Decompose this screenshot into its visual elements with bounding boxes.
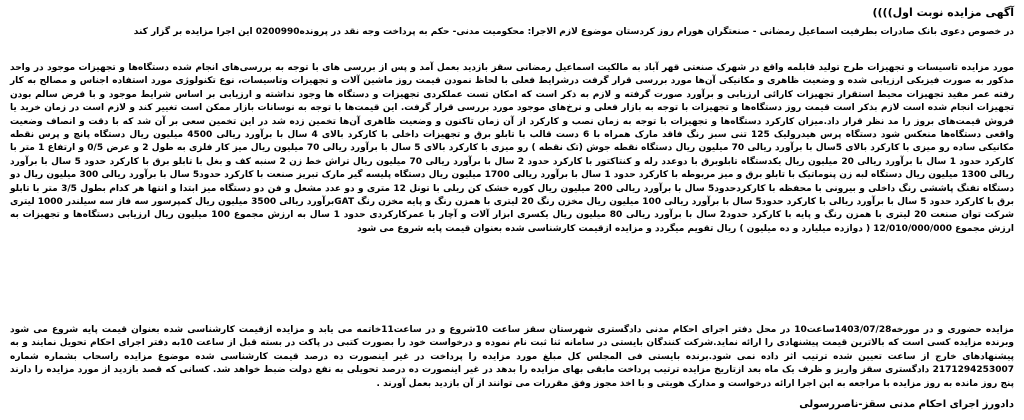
notice-intro: در خصوص دعوی بانک صادرات بطرفیت اسماعیل رمضانی - صنعتگران هورام روز کردستان موضوع لازم الاجرا: محکومیت مدنی- حکم به پرداخت وجه نقد در پرونده0200990 این اجرا مزایده بر گزار کند (133, 27, 1014, 37)
notice-terms: مزایده حضوری و در مورخه1403/07/28ساعت10 در محل دفتر اجرای احکام مدنی دادگستری شهرستان سقز ساعت 10شروع و در ساعت11خاتمه می یابد و مزایده ازقیمت کارشناسی شده بعنوان قیمت پایه شروع می شود وبرنده مزایده کسی است که بالاترین قیمت پیشنهادی را ارائه نماید.شرکت کنندگان بایستی در سامانه ثنا ثبت نام نموده و درخواست خود را بصورت کتبی در پاکت در بسته قبل از ساعت 10به دفتر اجرای احکام تحویل نمایند و به پیشنهادهای خارج از ساعت تعیین شده ترتیب اثر داده نمی شود.برنده بایستی فی المجلس کل مبلغ مورد مزایده را پرداخت در غیر اینصورت ده درصد قیمت کارشناسی شده موضوع مزایده راسحاب بشماره شماره 2171294253007 دادگستری سقز واریز و ظرف یک ماه بعد ازتاریخ مزایده ترتیب پرداخت مابقی بهای مزایده را بدهد در غیر اینصورت ده درصد تحویلی به نفع دولت ضبط خواهد شد. کسانی که قصد بازدید از مورد مزایده را دارند پنج روز مانده به روز مزایده با مراجعه به این اجرا ارائه درخواست و مدارک هویتی و با اخذ مجوز وفق مقررات می توانند از آن بازدید بعمل آورند . (10, 325, 1015, 389)
notice-body: مورد مزایده تاسیسات و تجهیزات طرح تولید قابلمه واقع در شهرک صنعتی قهر آباد به مالکیت اسماعیل رمضانی سقز بازدید بعمل آمد و پس از بررسی های با توجه به بررسی‌های انجام شده دستگاه‌ها و تجهیزات موجود در واحد مذکور به صورت فیزیکی ارزیابی شده و وضعیت ظاهری و مکانیکی آن‌ها مورد بررسی قرار گرفت درشرایط فعلی با لحاظ نمودن قیمت روز ماشین آلات و تجهیزات وتاسیسات، نوع تکنولوژی مورد استفاده اجناس و مصالح به کار رفته عمر مفید تجهیزات محیط استقرار تجهیزات کارائی ارزیابی و برآورد صورت گرفته و لازم به ذکر است که امکان تست عملکردی تجهیزات و دستگاه ها وجود نداشته و ارزیابی بر اساس شرایط موجود و با فرض سالم بودن تجهیزات انجام شده است لازم بذکر است قیمت روز دستگاه‌ها و تجهیزات با توجه به بازار فعلی و نرخ‌های موجود مورد بررسی قرار گرفت. این قیمت‌ها با توجه به نوسانات بازار ممکن است تغییر کند و لازم است در زمان خرید یا فروش قیمت‌های بروز را مد نظر قرار داد.میزان کارکرد دستگاه‌ها و تجهیزات با توجه به زمان نصب و کارکرد از آن زمان تاکنون و وضعیت ظاهری آن‌ها تخمین زده شد در این تخمین سعی بر آن شد که با دقت و انصاف وضعیت واقعی دستگاه‌ها منعکس شود دستگاه پرس هیدرولیک 125 تنی سبز رنگ فاقد مارک همراه با 6 دست قالب با تابلو برق و تجهیزات داخلی با کارکرد بالای 4 سال با برآورد ریالی 4500 میلیون ریال دستگاه پانچ و پرس نقطه مکانیکی ساده رو میزی با کارکرد بالای 5سال با برآورد ریالی 70 میلیون ریال دستگاه نقطه جوش (تک نقطه ) رو میزی با کارکرد بالای 5 سال با برآورد ریالی 70 میلیون ریال میز کار فلزی به طول 2 و عرض 0/5 و ارتفاع 1 متر با کارکرد حدود 1 سال با برآورد ریالی 20 میلیون ریال یکدستگاه تابلوبرق با دوعدد رله و کنتاکتور با کارکرد حدود 2 سال با برآورد ریالی 70 میلیون ریال تراش خط زن 2 سنبه کف و بغل با تابلو برق با کارکرد حدود 5 سال با برآورد ریالی 1300 میلیون ریال دستگاه لبه زن پنوماتیک با تابلو برق و میز مربوطه با کارکرد حدود 1 سال با برآورد ریالی 1700 میلیون ریال دستگاه پلیسه گیر مارک تبریز صنعت با کارکرد حدود5 سال با برآورد ریالی 300 میلیون ریال دو دستگاه تفنگ پاششی رنگ داخلی و بیرونی با محفظه با کارکردحدود5 سال با برآورد ریالی 200 میلیون ریال کوره خشک کن ریلی با تونل 12 متری و دو عدد مشعل و فن دو دستگاه میز ابتدا و انتها هر کدام بطول 3/5 متر با تابلو برق با کارکرد حدود 5 سال با برآورد ریالی با کارکرد حدود5 سال با برآورد ریالی 100 میلیون ریال مخزن رنگ 20 لیتری با همزن رنگ و پایه مخزن رنگ GATبرآورد ریالی 3500 میلیون ریال کمپرسور سه فاز سه سیلندر 1000 لیتری شرکت توان صنعت 20 لیتری با همزن رنگ و پایه با کارکرد حدود2 سال با برآورد ریالی 80 میلیون ریال یکسری ابزار آلات و آچار با عمرکارکردی حدود 1 سال به ارزش مجموع 100 میلیون ریال ارزیابی دستگاه‌ها و تجهیزات به ارزش مجموع 12/010/000/000 ( دوازده میلیارد و ده میلیون ) ریال تقویم میگردد و مزایده ازقیمت کارشناسی شده بعنوان قیمت پایه شروع می شود (10, 63, 1015, 234)
notice-title: آگهی مزایده نوبت اول)))) (872, 6, 1014, 19)
notice-signature: دادورز اجرای احکام مدنی سقز-ناصررسولی (799, 399, 1014, 410)
